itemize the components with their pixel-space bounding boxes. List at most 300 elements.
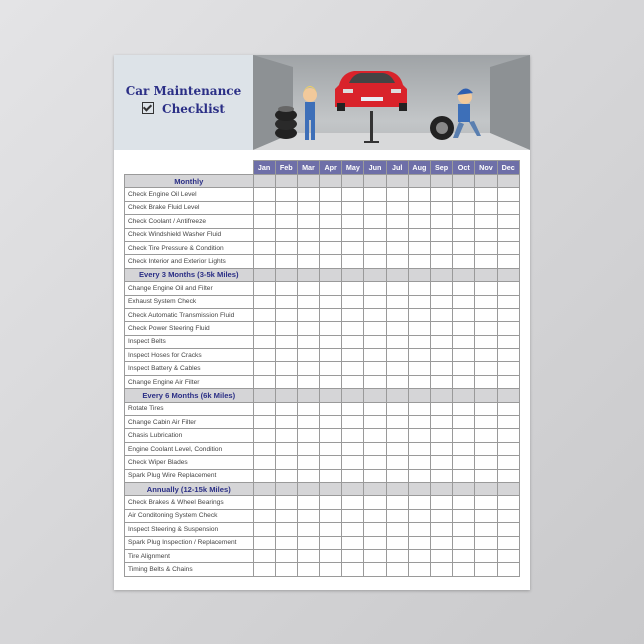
check-cell[interactable] [253,215,275,228]
check-cell[interactable] [431,241,453,254]
check-cell[interactable] [386,282,408,295]
check-cell[interactable] [453,549,475,562]
check-cell[interactable] [497,188,519,201]
check-cell[interactable] [253,416,275,429]
check-cell[interactable] [297,308,319,321]
check-cell[interactable] [497,496,519,509]
check-cell[interactable] [431,255,453,268]
check-cell[interactable] [253,295,275,308]
check-cell[interactable] [453,523,475,536]
check-cell[interactable] [275,215,297,228]
check-cell[interactable] [364,456,386,469]
check-cell[interactable] [342,442,364,455]
check-cell[interactable] [453,308,475,321]
check-cell[interactable] [386,496,408,509]
check-cell[interactable] [431,362,453,375]
check-cell[interactable] [453,282,475,295]
check-cell[interactable] [453,241,475,254]
check-cell[interactable] [386,188,408,201]
check-cell[interactable] [431,523,453,536]
check-cell[interactable] [297,549,319,562]
check-cell[interactable] [275,442,297,455]
check-cell[interactable] [297,469,319,482]
check-cell[interactable] [364,201,386,214]
check-cell[interactable] [475,255,497,268]
check-cell[interactable] [475,375,497,388]
check-cell[interactable] [342,349,364,362]
check-cell[interactable] [408,549,430,562]
check-cell[interactable] [297,188,319,201]
check-cell[interactable] [475,295,497,308]
check-cell[interactable] [275,496,297,509]
check-cell[interactable] [475,362,497,375]
check-cell[interactable] [275,469,297,482]
check-cell[interactable] [275,255,297,268]
check-cell[interactable] [453,335,475,348]
check-cell[interactable] [431,442,453,455]
check-cell[interactable] [320,456,342,469]
check-cell[interactable] [497,509,519,522]
check-cell[interactable] [320,549,342,562]
check-cell[interactable] [475,282,497,295]
check-cell[interactable] [408,335,430,348]
check-cell[interactable] [253,429,275,442]
check-cell[interactable] [431,308,453,321]
check-cell[interactable] [431,456,453,469]
check-cell[interactable] [275,349,297,362]
check-cell[interactable] [342,255,364,268]
check-cell[interactable] [408,496,430,509]
check-cell[interactable] [386,536,408,549]
check-cell[interactable] [475,469,497,482]
check-cell[interactable] [342,362,364,375]
check-cell[interactable] [342,496,364,509]
check-cell[interactable] [342,509,364,522]
check-cell[interactable] [453,563,475,576]
check-cell[interactable] [497,416,519,429]
check-cell[interactable] [342,282,364,295]
check-cell[interactable] [320,201,342,214]
check-cell[interactable] [386,429,408,442]
check-cell[interactable] [275,228,297,241]
check-cell[interactable] [320,228,342,241]
check-cell[interactable] [475,188,497,201]
check-cell[interactable] [475,308,497,321]
check-cell[interactable] [253,322,275,335]
check-cell[interactable] [364,241,386,254]
check-cell[interactable] [408,375,430,388]
check-cell[interactable] [320,375,342,388]
check-cell[interactable] [297,429,319,442]
check-cell[interactable] [320,536,342,549]
check-cell[interactable] [253,228,275,241]
check-cell[interactable] [453,375,475,388]
check-cell[interactable] [364,188,386,201]
check-cell[interactable] [297,215,319,228]
check-cell[interactable] [320,308,342,321]
check-cell[interactable] [320,188,342,201]
check-cell[interactable] [408,536,430,549]
check-cell[interactable] [275,523,297,536]
check-cell[interactable] [320,416,342,429]
check-cell[interactable] [364,549,386,562]
check-cell[interactable] [275,375,297,388]
check-cell[interactable] [386,295,408,308]
check-cell[interactable] [364,523,386,536]
check-cell[interactable] [364,335,386,348]
check-cell[interactable] [275,241,297,254]
check-cell[interactable] [320,429,342,442]
check-cell[interactable] [497,469,519,482]
check-cell[interactable] [342,523,364,536]
check-cell[interactable] [342,429,364,442]
check-cell[interactable] [275,282,297,295]
check-cell[interactable] [342,322,364,335]
check-cell[interactable] [386,201,408,214]
check-cell[interactable] [342,549,364,562]
check-cell[interactable] [453,322,475,335]
check-cell[interactable] [408,201,430,214]
check-cell[interactable] [297,201,319,214]
check-cell[interactable] [297,335,319,348]
check-cell[interactable] [275,536,297,549]
check-cell[interactable] [364,215,386,228]
check-cell[interactable] [253,255,275,268]
check-cell[interactable] [453,496,475,509]
check-cell[interactable] [253,536,275,549]
check-cell[interactable] [497,402,519,415]
check-cell[interactable] [320,362,342,375]
check-cell[interactable] [408,322,430,335]
check-cell[interactable] [453,349,475,362]
check-cell[interactable] [364,469,386,482]
check-cell[interactable] [320,349,342,362]
check-cell[interactable] [386,335,408,348]
check-cell[interactable] [297,349,319,362]
check-cell[interactable] [320,402,342,415]
check-cell[interactable] [431,469,453,482]
check-cell[interactable] [364,442,386,455]
check-cell[interactable] [386,308,408,321]
check-cell[interactable] [431,402,453,415]
check-cell[interactable] [297,295,319,308]
check-cell[interactable] [253,456,275,469]
check-cell[interactable] [297,322,319,335]
check-cell[interactable] [431,563,453,576]
check-cell[interactable] [475,536,497,549]
check-cell[interactable] [386,523,408,536]
check-cell[interactable] [386,228,408,241]
check-cell[interactable] [275,188,297,201]
check-cell[interactable] [408,442,430,455]
check-cell[interactable] [431,282,453,295]
check-cell[interactable] [453,215,475,228]
check-cell[interactable] [320,523,342,536]
check-cell[interactable] [275,509,297,522]
check-cell[interactable] [386,215,408,228]
check-cell[interactable] [320,215,342,228]
check-cell[interactable] [431,295,453,308]
check-cell[interactable] [342,215,364,228]
check-cell[interactable] [475,335,497,348]
check-cell[interactable] [431,416,453,429]
check-cell[interactable] [431,549,453,562]
check-cell[interactable] [475,416,497,429]
check-cell[interactable] [497,549,519,562]
check-cell[interactable] [253,188,275,201]
check-cell[interactable] [297,563,319,576]
check-cell[interactable] [364,322,386,335]
check-cell[interactable] [497,255,519,268]
check-cell[interactable] [453,188,475,201]
check-cell[interactable] [408,509,430,522]
check-cell[interactable] [297,442,319,455]
check-cell[interactable] [475,496,497,509]
check-cell[interactable] [453,201,475,214]
check-cell[interactable] [475,442,497,455]
check-cell[interactable] [275,335,297,348]
check-cell[interactable] [408,215,430,228]
check-cell[interactable] [320,563,342,576]
check-cell[interactable] [408,241,430,254]
check-cell[interactable] [275,402,297,415]
check-cell[interactable] [497,215,519,228]
check-cell[interactable] [342,536,364,549]
check-cell[interactable] [275,549,297,562]
check-cell[interactable] [453,456,475,469]
check-cell[interactable] [275,322,297,335]
check-cell[interactable] [297,416,319,429]
check-cell[interactable] [408,469,430,482]
check-cell[interactable] [364,362,386,375]
check-cell[interactable] [408,429,430,442]
check-cell[interactable] [320,469,342,482]
check-cell[interactable] [453,295,475,308]
check-cell[interactable] [320,335,342,348]
check-cell[interactable] [475,322,497,335]
check-cell[interactable] [342,188,364,201]
check-cell[interactable] [453,255,475,268]
check-cell[interactable] [408,255,430,268]
check-cell[interactable] [386,349,408,362]
check-cell[interactable] [342,563,364,576]
check-cell[interactable] [386,375,408,388]
check-cell[interactable] [475,523,497,536]
check-cell[interactable] [497,282,519,295]
check-cell[interactable] [275,308,297,321]
check-cell[interactable] [253,349,275,362]
check-cell[interactable] [364,255,386,268]
check-cell[interactable] [364,509,386,522]
check-cell[interactable] [386,416,408,429]
check-cell[interactable] [275,429,297,442]
check-cell[interactable] [253,469,275,482]
check-cell[interactable] [253,308,275,321]
check-cell[interactable] [253,523,275,536]
check-cell[interactable] [497,442,519,455]
check-cell[interactable] [342,416,364,429]
check-cell[interactable] [386,442,408,455]
check-cell[interactable] [297,362,319,375]
check-cell[interactable] [475,549,497,562]
check-cell[interactable] [342,375,364,388]
check-cell[interactable] [475,429,497,442]
check-cell[interactable] [431,429,453,442]
check-cell[interactable] [253,563,275,576]
check-cell[interactable] [408,295,430,308]
check-cell[interactable] [275,563,297,576]
check-cell[interactable] [297,228,319,241]
check-cell[interactable] [320,509,342,522]
check-cell[interactable] [497,523,519,536]
check-cell[interactable] [253,362,275,375]
check-cell[interactable] [320,241,342,254]
check-cell[interactable] [253,509,275,522]
check-cell[interactable] [342,228,364,241]
check-cell[interactable] [431,375,453,388]
check-cell[interactable] [497,308,519,321]
check-cell[interactable] [408,362,430,375]
check-cell[interactable] [431,349,453,362]
check-cell[interactable] [297,241,319,254]
check-cell[interactable] [297,536,319,549]
check-cell[interactable] [297,456,319,469]
check-cell[interactable] [408,456,430,469]
check-cell[interactable] [497,349,519,362]
check-cell[interactable] [497,456,519,469]
check-cell[interactable] [364,416,386,429]
check-cell[interactable] [275,456,297,469]
check-cell[interactable] [386,402,408,415]
check-cell[interactable] [408,282,430,295]
check-cell[interactable] [431,188,453,201]
check-cell[interactable] [275,362,297,375]
check-cell[interactable] [497,295,519,308]
check-cell[interactable] [497,335,519,348]
check-cell[interactable] [364,496,386,509]
check-cell[interactable] [342,241,364,254]
check-cell[interactable] [497,228,519,241]
check-cell[interactable] [475,509,497,522]
check-cell[interactable] [408,523,430,536]
check-cell[interactable] [453,228,475,241]
check-cell[interactable] [320,322,342,335]
check-cell[interactable] [431,536,453,549]
check-cell[interactable] [497,322,519,335]
check-cell[interactable] [408,188,430,201]
check-cell[interactable] [475,241,497,254]
check-cell[interactable] [364,282,386,295]
check-cell[interactable] [364,536,386,549]
check-cell[interactable] [253,375,275,388]
check-cell[interactable] [408,563,430,576]
check-cell[interactable] [453,509,475,522]
check-cell[interactable] [408,308,430,321]
check-cell[interactable] [320,496,342,509]
check-cell[interactable] [431,201,453,214]
check-cell[interactable] [253,241,275,254]
check-cell[interactable] [431,496,453,509]
check-cell[interactable] [253,549,275,562]
check-cell[interactable] [453,469,475,482]
check-cell[interactable] [386,563,408,576]
check-cell[interactable] [431,228,453,241]
check-cell[interactable] [342,201,364,214]
check-cell[interactable] [364,349,386,362]
check-cell[interactable] [475,456,497,469]
check-cell[interactable] [453,402,475,415]
check-cell[interactable] [253,335,275,348]
check-cell[interactable] [497,429,519,442]
check-cell[interactable] [386,469,408,482]
check-cell[interactable] [453,536,475,549]
check-cell[interactable] [475,228,497,241]
check-cell[interactable] [297,255,319,268]
check-cell[interactable] [275,295,297,308]
check-cell[interactable] [497,201,519,214]
check-cell[interactable] [475,201,497,214]
check-cell[interactable] [297,282,319,295]
check-cell[interactable] [342,469,364,482]
check-cell[interactable] [364,402,386,415]
check-cell[interactable] [497,241,519,254]
check-cell[interactable] [253,402,275,415]
check-cell[interactable] [386,241,408,254]
check-cell[interactable] [253,496,275,509]
check-cell[interactable] [431,215,453,228]
check-cell[interactable] [320,295,342,308]
check-cell[interactable] [297,496,319,509]
check-cell[interactable] [342,335,364,348]
check-cell[interactable] [408,416,430,429]
check-cell[interactable] [408,228,430,241]
check-cell[interactable] [364,375,386,388]
check-cell[interactable] [275,416,297,429]
check-cell[interactable] [342,295,364,308]
check-cell[interactable] [475,402,497,415]
check-cell[interactable] [364,563,386,576]
check-cell[interactable] [253,282,275,295]
check-cell[interactable] [386,549,408,562]
check-cell[interactable] [497,536,519,549]
check-cell[interactable] [364,308,386,321]
check-cell[interactable] [253,201,275,214]
check-cell[interactable] [297,509,319,522]
check-cell[interactable] [386,509,408,522]
check-cell[interactable] [342,402,364,415]
check-cell[interactable] [275,201,297,214]
check-cell[interactable] [320,282,342,295]
check-cell[interactable] [297,402,319,415]
check-cell[interactable] [475,349,497,362]
check-cell[interactable] [431,335,453,348]
check-cell[interactable] [364,295,386,308]
check-cell[interactable] [386,255,408,268]
check-cell[interactable] [497,362,519,375]
check-cell[interactable] [386,322,408,335]
check-cell[interactable] [253,442,275,455]
check-cell[interactable] [453,442,475,455]
check-cell[interactable] [386,362,408,375]
check-cell[interactable] [320,442,342,455]
check-cell[interactable] [408,402,430,415]
check-cell[interactable] [453,429,475,442]
check-cell[interactable] [453,416,475,429]
check-cell[interactable] [497,563,519,576]
check-cell[interactable] [497,375,519,388]
check-cell[interactable] [386,456,408,469]
check-cell[interactable] [364,429,386,442]
